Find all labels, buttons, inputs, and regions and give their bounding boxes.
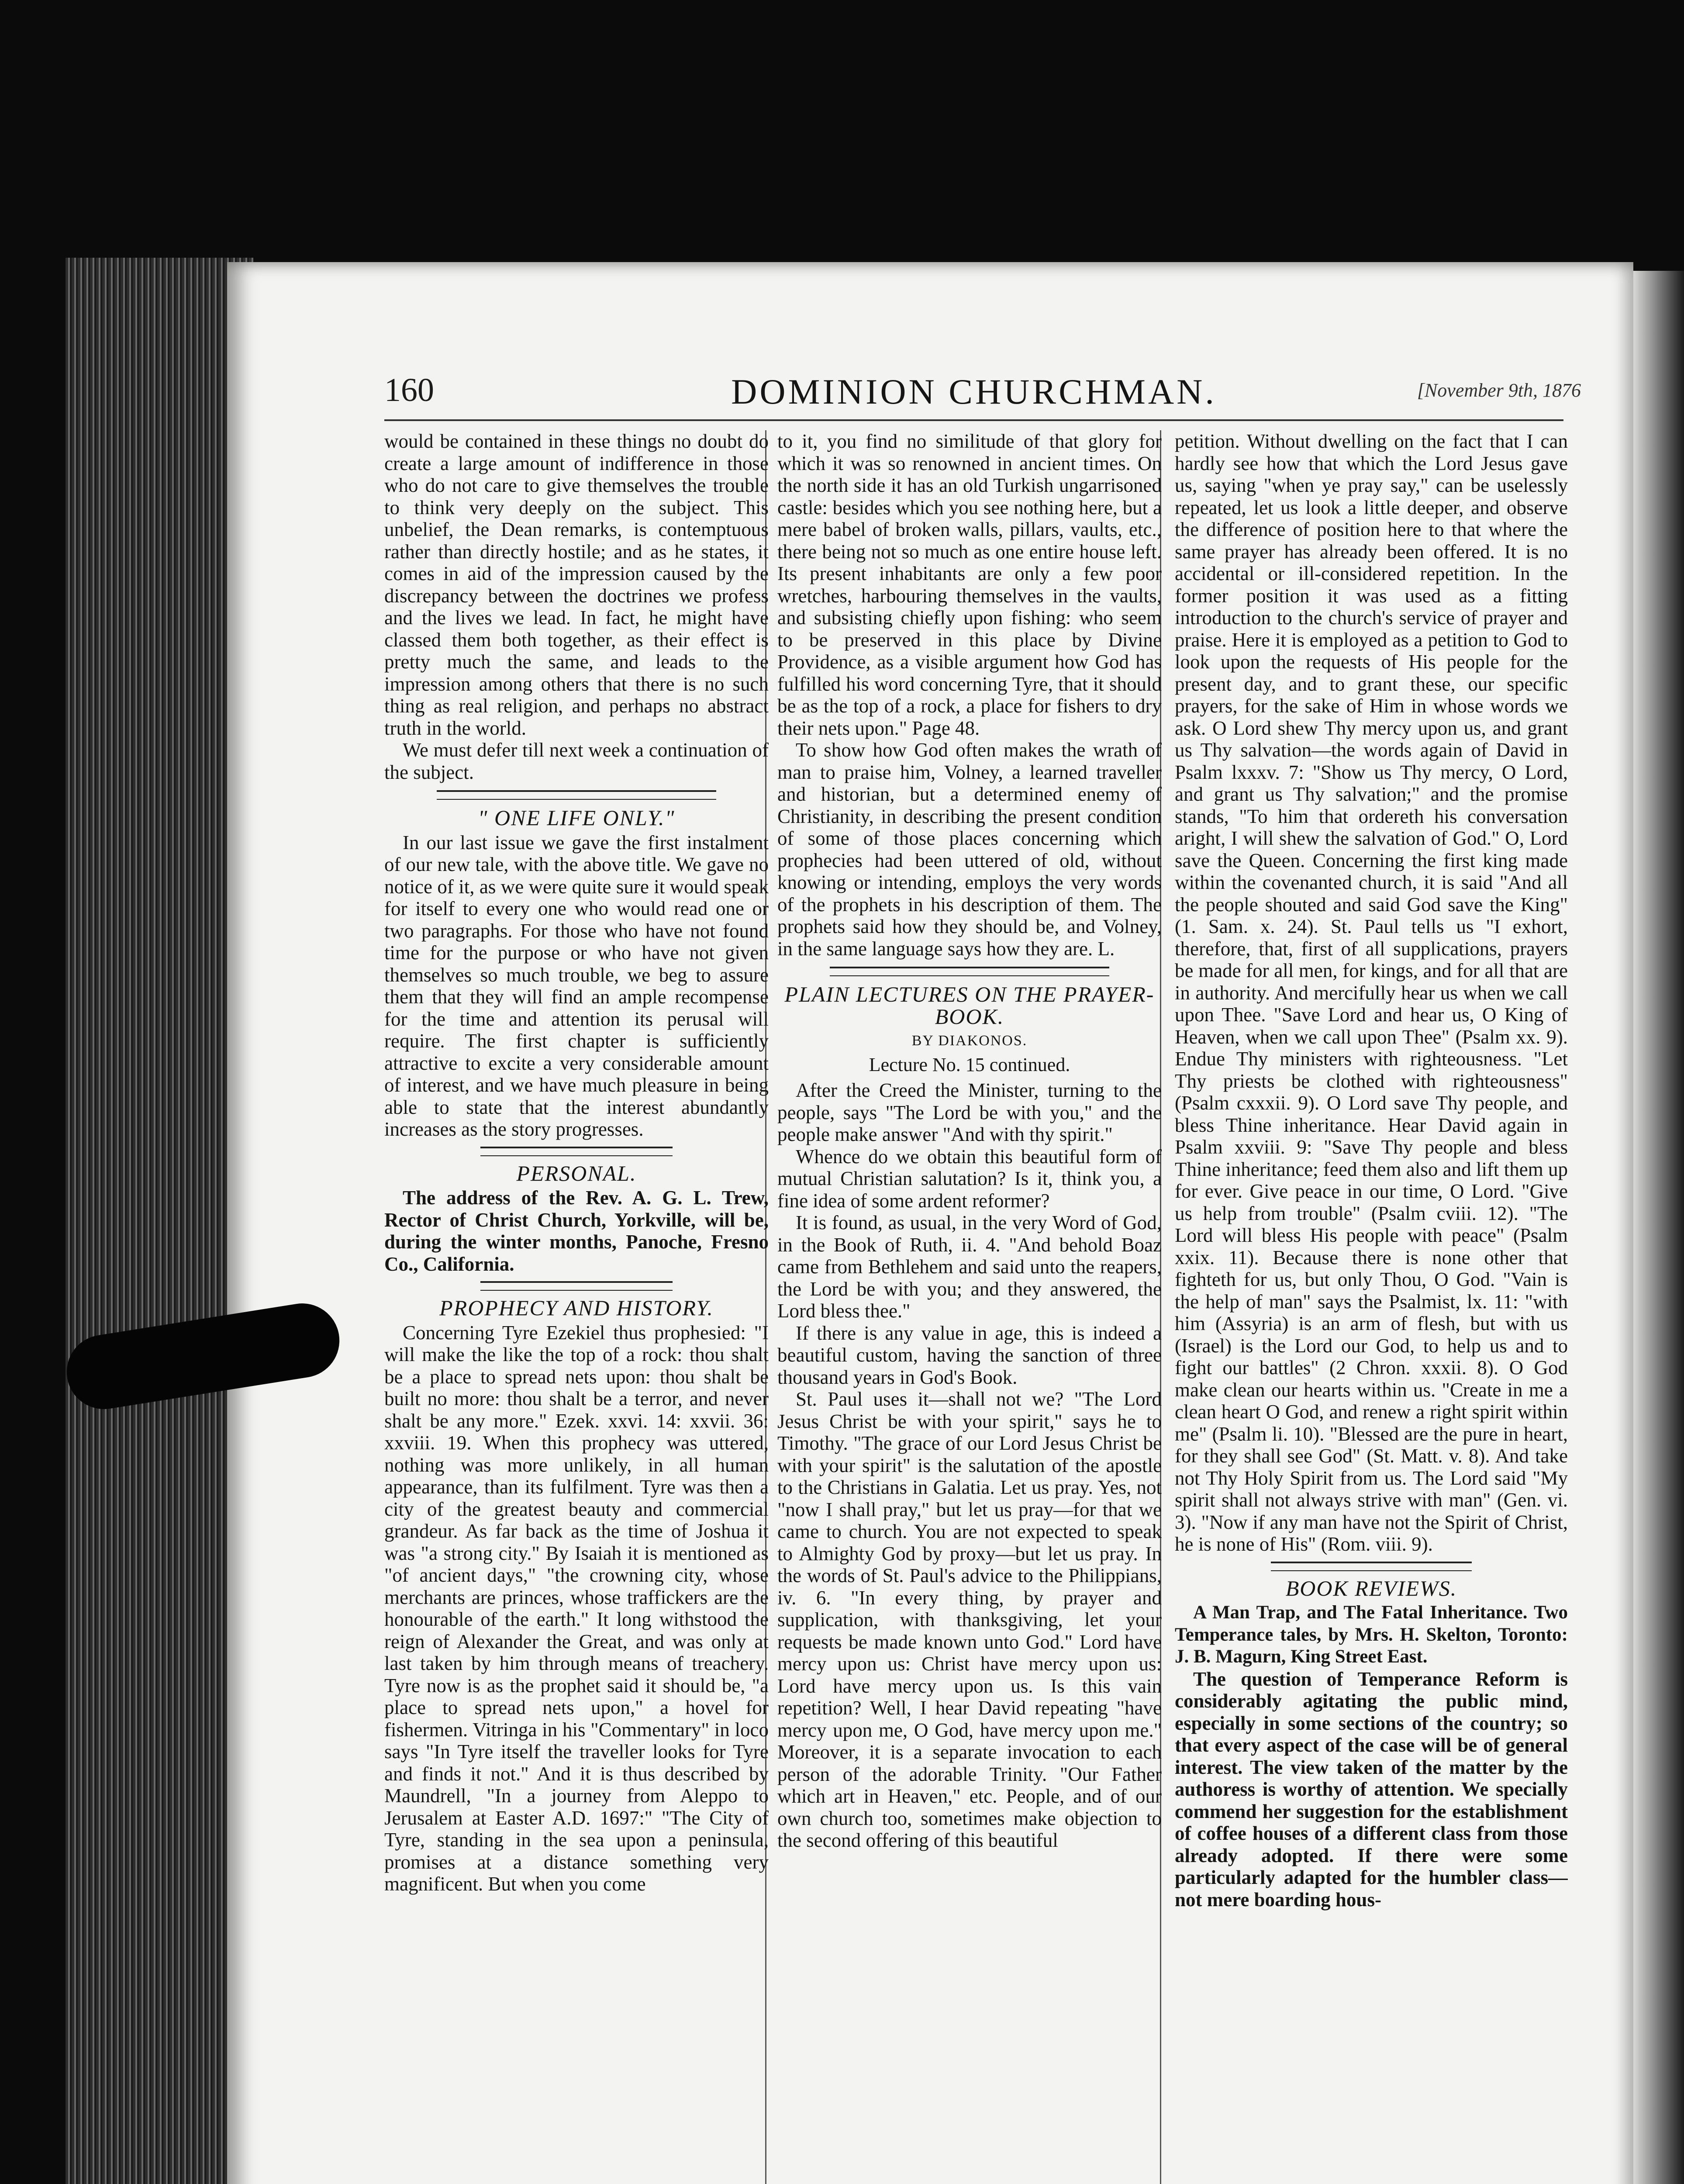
paragraph: After the Creed the Minister, turning to the people, says "The Lord be with you," and the people make answer "And with thy spirit." [777,1079,1162,1145]
paragraph: St. Paul uses it—shall not we? "The Lord Jesus Christ be with your spirit," says he to Timothy. "The grace of our Lord Jesus Christ be with your spirit" is the salutation of the apostle to the Christians in Galatia. Let us pray. Yes, not "now I shall pray," but let us pray—for that we came to church. You are not expected to speak to Almighty God by proxy—but let us pray. In the words of St. Paul's advice to the Philippians, iv. 6. "In every thing, by prayer and supplication, with thanksgiving, let your requests be made known unto God." Lord have mercy upon us: Christ have mercy upon us: Lord have mercy upon us. Is this vain repetition? Well, I hear David repeating "have mercy upon me, O God, have mercy upon me." Moreover, it is a separate invocation to each person of the adorable Trinity. "Our Father which art in Heaven," etc. People, and of our own church too, sometimes make objection to the second offering of this beautiful [777,1388,1162,1851]
book-page-edges [66,258,253,2184]
section-title-plain-lectures: PLAIN LECTURES ON THE PRAYER-BOOK. [784,982,1155,1029]
section-divider [1271,1562,1472,1571]
paragraph: In our last issue we gave the first instalment of our new tale, with the above title. We gave no notice of it, as we were quite sure it would speak for itself to every one who would read one or two paragraphs. For those who have not found time for the purpose or who have not given themselves so much trouble, we beg to assure them that they will find an ample recompense for the time and attention its perusal will require. The first chapter is sufficiently attractive to excite a very considerable amount of interest, and we have much pleasure in being able to state that the interest abundantly increases as the story progresses. [384,831,769,1140]
paragraph: to it, you find no similitude of that glory for which it was so renowned in ancient times. On the north side it has an old Turkish ungarrisoned castle: besides which you see nothing here, but a mere babel of broken walls, pillars, vaults, etc., there being not so much as one entire house left. Its present inhabitants are only a few poor wretches, harbouring themselves in the vaults, and subsisting chiefly upon fishing: who seem to be preserved in this place by Divine Providence, as a visible argument how God has fulfilled his word concerning Tyre, that it should be as the top of a rock, a place for fishers to dry their nets upon." Page 48. [777,430,1162,739]
section-title-one-life-only: " ONE LIFE ONLY." [478,805,675,830]
paragraph: Whence do we obtain this beautiful form of mutual Christian salutation? Is it, think you, a fine idea of some ardent reformer? [777,1145,1162,1212]
paragraph: It is found, as usual, in the very Word of God, in the Book of Ruth, ii. 4. "And behold Boaz came from Bethlehem and said unto the reapers, the Lord be with you; and they answered, the Lord bless thee." [777,1212,1162,1322]
paragraph: We must defer till next week a continuation of the subject. [384,739,769,783]
lecture-number: Lecture No. 15 continued. [869,1054,1070,1075]
paragraph: If there is any value in age, this is indeed a beautiful custom, having the sanction of three thousand years in God's Book. [777,1322,1162,1388]
section-title-book-reviews: BOOK REVIEWS. [1285,1576,1457,1600]
page-number: 160 [384,372,434,408]
column-2 [777,430,1162,2184]
review-heading: A Man Trap, and The Fatal Inheritance. Two Temperance tales, by Mrs. H. Skelton, Toronto: J. B. Magurn, King Street East. [1175,1602,1568,1667]
column-1 [384,430,769,2184]
paragraph: The question of Temperance Reform is considerably agitating the public mind, especially in some sections of the country; so that every aspect of the case will be of general interest. The view taken of the matter by the authoress is worthy of attention. We specially commend her suggestion for the establishment of coffee houses of a different class from those already adopted. If there were some particularly adapted for the humbler class—not mere boarding hous- [1175,1668,1568,1911]
section-divider [480,1147,673,1156]
section-divider [830,967,1109,976]
header-rule [384,419,1563,421]
facing-page-edge [1633,271,1684,2184]
section-divider [437,790,716,800]
section-title-prophecy: PROPHECY AND HISTORY. [439,1296,714,1320]
paragraph: Concerning Tyre Ezekiel thus prophesied: "I will make the like the top of a rock: thou shalt be a place to spread nets upon: thou shalt be built no more: thou shalt be a terror, and never shalt be any more." Ezek. xxvi. 14: xxvii. 36: xxviii. 19. When this prophecy was uttered, nothing was more unlikely, in all human appearance, than its fulfilment. Tyre was then a city of the greatest beauty and commercial grandeur. As far back as the time of Joshua it was "a strong city." By Isaiah it is mentioned as "of ancient days," "the crowning city, whose merchants are princes, whose traffickers are the honourable of the earth." It long withstood the reign of Alexander the Great, and was only at last taken by him through means of treachery. Tyre now is as the prophet said it should be, "a place to spread nets upon," a hovel for fishermen. Vitringa in his "Commentary" in loco says "In Tyre itself the traveller looks for Tyre and finds it not." And it is thus described by Maundrell, "In a journey from Aleppo to Jerusalem at Easter A.D. 1697:" "The City of Tyre, standing in the sea upon a peninsula, promises at a distance something very magnificent. But when you come [384,1321,769,1895]
journal-title: DOMINION CHURCHMAN. [731,372,1217,411]
section-divider [480,1281,673,1291]
paragraph: The address of the Rev. A. G. L. Trew, Rector of Christ Church, Yorkville, will be, during the winter months, Panoche, Fresno Co., California. [384,1187,769,1275]
issue-date: [November 9th, 1876 [1417,380,1581,401]
section-title-personal: PERSONAL. [516,1161,637,1185]
paragraph: To show how God often makes the wrath of man to praise him, Volney, a learned traveller and historian, but a determined enemy of Christianity, in describing the present condition of some of those places concerning which prophecies had been uttered of old, without knowing or intending, employs the very words of the prophets in his description of them. The prophets said how they should be, and Volney, in the same language says how they are. L. [777,739,1162,960]
paragraph: would be contained in these things no doubt do create a large amount of indifference in those who do not care to give themselves the trouble to think very deeply on the subject. This unbelief, the Dean remarks, is contemptuous rather than directly hostile; and as he states, it comes in aid of the impression caused by the discrepancy between the doctrines we profess and the lives we lead. In fact, he might have classed them both together, as their effect is pretty much the same, and leads to the impression among others that there is no such thing as real religion, and perhaps no abstract truth in the world. [384,430,769,739]
page-header [384,371,1581,419]
column-3 [1175,430,1568,2184]
paragraph: petition. Without dwelling on the fact that I can hardly see how that which the Lord Jesus gave us, saying "when ye pray say," can be uselessly repeated, let us look a little deeper, and observe the difference of position here to that where the same prayer has already been offered. It is no accidental or ill-considered repetition. In the former position it was used as a fitting introduction to the church's service of prayer and praise. Here it is employed as a petition to God to look upon the requests of His people for the present day, and to grant these, our specific prayers, for the sake of Him in whose words we ask. O Lord shew Thy mercy upon us, and grant us Thy salvation—the words again of David in Psalm lxxxv. 7: "Show us Thy mercy, O Lord, and grant us Thy salvation;" and the promise stands, "To him that ordereth his conversation aright, I will shew the salvation of God." O, Lord save the Queen. Concerning the first king made within the covenanted church, it is said "And all the people shouted and said God save the King" (1. Sam. x. 24). St. Paul tells us "I exhort, therefore, that, first of all supplications, prayers be made for all men, for kings, and for all that are in authority. And mercifully hear us when we call upon Thee. "Save Lord and hear us, O King of Heaven, when we call upon Thee" (Psalm xx. 9). Endue Thy ministers with righteousness. "Let Thy priests be clothed with righteousness" (Psalm cxxxii. 9). O Lord save Thy people, and bless Thine inheritance. Hear David again in Psalm xxviii. 9: "Save Thy people and bless Thine inheritance; feed them also and lift them up for ever. Give peace in our time, O Lord. "Give us help from trouble" (Psalm cviii. 12). "The Lord will bless His people with peace" (Psalm xxix. 11). Because there is none other that fighteth for us, but only Thou, O God. "Vain is the help of man" says the Psalmist, lx. 11: "with him (Assyria) is an arm of flesh, but with us (Israel) is the Lord our God, to help us and to fight our battles" (2 Chron. xxxii. 8). O God make clean our hearts within us. "Create in me a clean heart O God, and renew a right spirit within me" (Psalm li. 10). "Blessed are the pure in heart, for they shall see God" (St. Matt. v. 8). And take not Thy Holy Spirit from us. The Lord said "My spirit shall not always strive with man" (Gen. vi. 3). "Now if any man have not the Spirit of Christ, he is none of His" (Rom. viii. 9). [1175,430,1568,1555]
byline: BY DIAKONOS. [911,1033,1028,1049]
